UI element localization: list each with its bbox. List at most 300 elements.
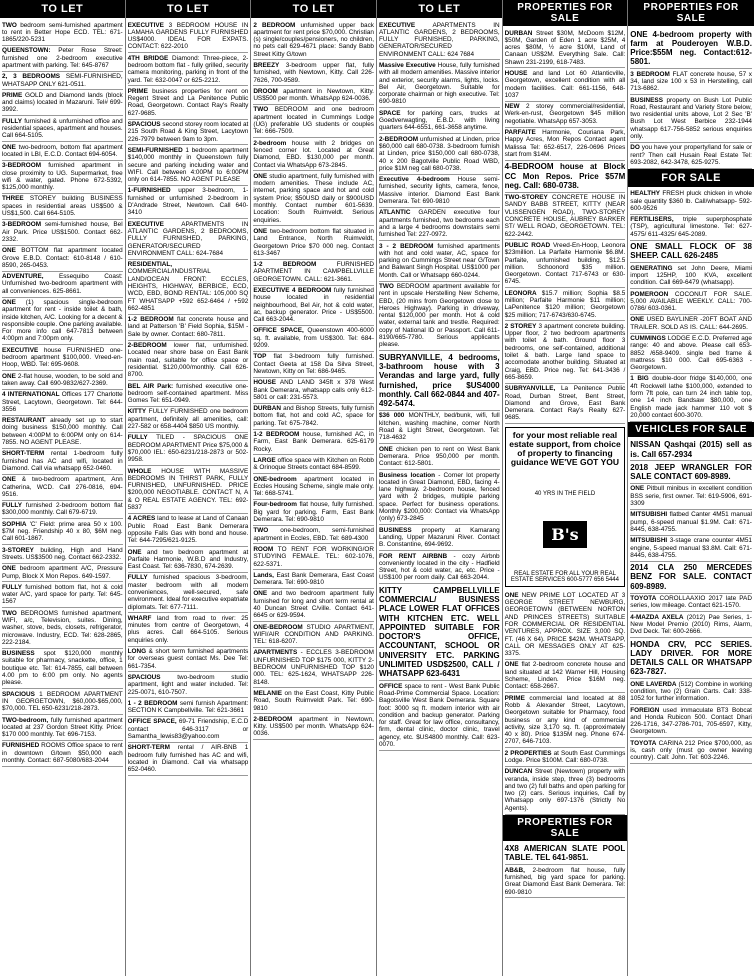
ad-text: 1 bedroom apartment $140,000 monthly in Queenstown fully secure and parking including water and WIFI. Call between 4:00PM to 6:00PM only on 614-7855. NO AGENT PLEASE [127,146,249,184]
classified-ad [630,215,752,241]
ad-lead: MITSUBISHI [630,511,668,519]
ad-text: and two bedroom apartment at Parfaite Harmonie, W.B.D and Industry, East Coast. Tel: 636-7830, 674-2639. [127,548,249,571]
ad-text: BEDROOM apartment available for rent in upscale Herstelling New Scheme, EBD, (20 mins from Georgetown close to Heroes Highway). Parking in driveway, rental $120,000 per month. Hot & cold water, external tank and trestle. Required: copy of National ID or Passport. Call 611-8190/665-7780. Serious applicants please. [378,283,500,349]
ad-lead: HOUSE [504,69,528,77]
classified-ad [2,220,123,246]
ad-lead: 2, 3 BEDROOMS [2,73,61,81]
ad-text: NEW PRIME LOT LOCATED AT 3 GEORGE STREET NEWBURG, GEORGETOWN (BETWEEN NORTON AND PRINCES STREETS) SUITABLE FOR COMMERCIAL OR RESIDENTIAL VENTURES, APPROX. SIZE 3,000 SQ. FT. (46 X 64). PRICE $42M. WHATSAPP, CALL OR MESSAGES ONLY AT 625-3375. [504,591,626,658]
ad-text: Peter Rose Street: furnished one 2-bedroom executive apartment with parking. Tel: 645-8767 [2,47,123,69]
ad-lead: BUSINESS [630,96,663,104]
ad-lead: NISSAN Qashqai (2015) sell as is. Call 657-2934 [630,440,752,459]
classified-ad [630,461,752,484]
ad-text: HOUSE WITH MASSIVE BEDROOMS IN THIRST PARK, FULLY FURNISHED, UNFURNISHED. PRICE $200,000 NEGOTIABLE. CONTACT N, A & O REAL ESTATE AGENCY. TEL: 692-5837 [127,467,249,512]
classified-ad [253,526,374,545]
ad-lead: 2-BEDROOM [378,135,419,143]
classified-ad [253,714,374,740]
classified-ad [253,570,374,589]
classified-ad [2,20,123,46]
ad-text: $15.7 million; Sophia $8.5 million; Parfaite Harmonie $11 million; LaPenitence $120 million; Georgetown $25 million; 717-6743/630-6745. [504,289,626,319]
ad-text: furnished & unfurnished office and residential spaces, apartment and houses. Call 664-5105. [2,117,123,140]
classified-ad [505,748,626,767]
ad-list [630,28,752,169]
ad-text: La Penitence Public Road, Durban Street, Bent Street, Diamond and Grove, East Bank Demerara. Contact Ray's Realty 627-9685. [504,385,626,422]
ad-lead: Massive Executive [378,61,436,69]
section-header: PROPERTIES FOR SALE [628,0,754,26]
classified-ad [379,60,500,108]
ad-text: land from road to river: 25 minutes from centre of Georgetown, 4 plus acres. Call 664-5105. Serious enquiries only. [127,614,249,644]
ad-lead: 4 ACRES [127,515,156,523]
ad-text: studio apartment, fully furnished with modern amenities. These include AC, internet, parking space and hot and cold system Price; $50USD daily or $900USD monthly. Contact number 601-5639. Location: South Ruimveldt. Serious enquiries. [253,172,374,224]
ad-lead: 3-BEDROOM [2,221,42,229]
ad-lead: ONE [2,247,16,255]
ad-lead: 1 - 2 BEDROOM [127,699,178,707]
classified-ad [505,384,626,424]
classified-ad [2,272,123,298]
classified-ad [128,743,249,776]
ad-list [505,843,626,899]
classified-ad [505,321,626,383]
ad-text: unfurnished at Linden, price $60,000 call 680-0738. 3-bedroom furnish at Linden, price $150,000 call 680-0738, 40 x 200 Bagotville Public Road WBD, price $1M neg call 680-0738. [378,135,500,172]
ad-lead: LONG [127,648,147,656]
ad-lead: ONE [2,372,16,380]
ad-lead: ONE [2,476,16,484]
classified-ad [630,638,752,679]
ad-text: on the East Coast, Kitty Public Road, South Ruimveldt Park. Tel: 690-9810 [253,689,374,712]
column-1 [0,0,126,976]
ad-lead: ONE [253,227,268,235]
ad-text: MONTHLY, bed/bunk, wifi, full kitchen, washing machine, corner North Road & Light Street, Georgetown. Tel: 718-4632 [378,412,500,442]
ad-text: house, furnished AC, in Farm, East Bank Demerara. 625-6179 Rocky. [253,431,374,453]
classified-ad [128,381,249,407]
classified-ad [505,660,626,693]
ad-text: bedroom semi-furnished apartment to rent in Better Hope ECD. TEL: 671-1865/220-5231 [2,21,123,44]
classified-ad [253,105,374,138]
classified-ad [630,189,752,215]
ad-lead: 4TH BRIDGE [127,54,169,62]
classified-ad [128,647,249,673]
classified-ad [379,241,500,281]
ad-lead: FULLY [127,574,148,582]
classified-ad [630,439,752,462]
ad-lead: MITSUBISHI [630,537,668,545]
ad-lead: ONE SMALL FLOCK OF 38 SHEEP. CALL 626-2485 [630,242,752,261]
ad-lead: ONE [630,316,645,324]
ad-text: building, High and Hand Streets. US$3500 neg. Contact 662-2332. [2,546,123,561]
ad-text: Queenstown 400-6000 sq. ft. available, from US$300. Tel: 684-9209. [253,327,374,350]
classified-ad [2,519,123,545]
classified-ad [630,334,752,374]
ad-lead: EXECUTIVE [127,21,164,29]
ad-text: furnished bottom flat, hot & cold water A/C, yard space for party. Tel: 645-1567 [2,583,123,606]
ad-lead: $36 000 [378,412,405,420]
classified-ad [253,171,374,226]
ad-text: two-bedroom studio apartment, light and water included. Tel: 225-0071, 610-7507. [127,673,249,696]
ad-text: House, fully furnished with all modern amenities. Massive interior and exterior, security alarms, lights, locks. Bel Air, Georgetown. Suitable for corporate chairman or high executive. Tel: 690-9810 [378,61,500,106]
ad-text: commercial land located at 88 Robb & Alexander Street, Lacytown, Georgetown suitable for Pharmacy, food business or any kind of commercial activity, size 3,170 sq. ft. (approximately 40 x 80). Price $135M neg. Phone 674-2707, 646-7103. [504,694,626,746]
ad-lead: THREE [2,195,24,203]
ad-text: apartment located in Eccles Housing Scheme, single male only. Tel: 668-5741. [253,475,374,498]
ad-text: East Bank Demerara, East Coast Demerara. Tel: 690-9810 [253,571,374,587]
classified-ad [253,326,374,352]
ad-lead: BUSINESS [378,526,412,534]
ad-lead: FOR RENT AIRBNB [378,552,448,560]
ad-text: and two bedroom apartment fully furnished for long and short term rental at 40 Duncan Street C/ville. Contact 641-6645 or 629-9594. [253,590,374,620]
ad-lead: TWO-STOREY [504,194,548,202]
ad-text: (2012) Pae Series, 1- New Model Premio (2010) Rims, Alarm, Dvd Deck. Tel: 600-2666. [630,613,752,636]
classified-ad [253,352,374,378]
classified-ad [128,145,249,185]
ad-list [2,20,123,767]
ad-text: 3-bedroom upper flat, fully furnished, with Newtown, Kitty. Call 226-7626, 700-9589. [253,61,374,84]
ad-lead: TOP [253,353,267,361]
ad-lead: POMEROON [630,290,669,298]
classified-ad [2,501,123,520]
column-5 [503,0,629,976]
ad-lead: 3-BEDROOM [2,162,42,170]
classified-ad [630,95,752,143]
ad-lead: TWO [253,527,269,535]
classified-ad [630,315,752,334]
ad-text: and Bishop Streets, fully furnish bottom flat, hot and cold AC, space for parking. Tel: 675-7842. [253,405,374,427]
ad-text: APARTMENTS IN ATLANTIC GARDENS, 2 BEDROOMS, FULLY FURNISHED, PARKING, GENERATOR/SECURED ENVIRONMENT CALL: 624-7684 [127,220,249,257]
ad-text: 2-bedroom flat house, fully furnished, big yard space for parking. Great Diamond East Bank Demerara. Tel: 690-9810 [504,866,626,896]
ad-text: COROLLAAXIO 2017 late PAD series, low mileage. Contact 621-1570. [630,595,752,610]
ad-lead: WHOLE [127,467,152,475]
ad-lead: TWO [2,609,17,617]
ad-text: Harmonie, Couriana Park, Happy Acres, Mon Repos Contact agent Malissa Tel: 652-6517, 226-0696 Prices start from $14M. [504,129,626,158]
ad-lead: FERTILISERS, [630,216,674,224]
classified-ad [128,407,249,433]
ad-text: two-bedroom, bottom flat apartment located in LBI, E.C.D. Contact 694-6054. [2,143,123,158]
classified-ad [505,843,626,866]
ad-lead: TWO-bedroom, [2,716,49,724]
classified-ad [253,138,374,171]
ad-lead: DURBAN [253,405,282,413]
classified-ad [2,345,123,371]
ad-lead: Four-bedroom [253,501,297,509]
ad-text: 3-stage crane counter 4M51 engine, 5-speed manual $3.8M. Call: 671-8445, 638-4755. [630,537,752,559]
classified-ad [128,315,249,341]
ad-lead: QUEENSTOWN: [2,47,51,55]
section-header: TO LET [377,0,502,18]
ad-text: unfurnished upper back apartment for rent price $70,000. Christian (s) single/couples/pensioners, no children, no pets call 629-4671 place: Sandy Babb Street Kitty G/town [253,21,374,58]
ad-lead: EXECUTIVE [378,21,416,29]
ad-text: already set up to start doing business $150,000 monthly. Call between 4:00PM to 6:00PM only on 614-7855. NO AGENT PLEASE. [2,417,123,447]
banner-middle-text: 40 YRS IN THE FIELD [534,490,596,497]
classified-ad [253,286,374,326]
ad-text: flat 3-bedroom fully furnished. Contact Geeta at 158 Da Silva Street, Newtown, Kitty on Tel: 686-9465. [253,353,374,375]
classified-ad [505,193,626,241]
classified-ad [505,288,626,321]
ad-text: Offices 177 Charlotte Street, Lacytown, Georgetown. Tel: 644-3556 [2,391,123,413]
ad-text: flat 2-bedroom concrete house and land situated at 142 Warner Hill, Housing Scheme, Linden. Price $16M neg. Contact: 658-2667. [504,661,626,691]
ad-text: House semi-furnished, security lights, camera, fence, Massive interior. Diamond East Bank Demerara. Tel: 690-9810 [378,176,500,206]
ad-text: BEDROOM and one bedroom apartment located in Cummings Lodge (UG) preferable UG students or couples Tel: 666-7509. [253,106,374,136]
ad-lead: LARGE [253,456,276,464]
ad-text: AND LAND 345ft x 378 West Bank Demerara, whatsapp calls only 612-5801 or call: 231-5573. [253,379,374,401]
ad-lead: 1-FURNISHED [127,187,171,195]
section-header: PROPERTIES FOR SALE [503,815,628,841]
classified-ad [128,120,249,146]
classified-ad [505,128,626,161]
ad-list [630,189,752,422]
classified-ad [253,260,374,286]
ad-text: & short term furnished apartments for overseas guest contact Ms. Dee Tel: 661-7354. [127,648,249,670]
ad-text: you have your property/land for sale or rent? Then call Husain Real Estate Tel: 693-2082, 642-3478, 625-9275. [630,144,752,166]
ad-text: apartment in Newtown, Kitty. US$500 per month. WhatsApp 624-0036. [253,715,374,738]
classified-ad [2,649,123,689]
ad-text: CONCRETE HOUSE IN SANDY BABB STREET, KITTY (NEAR VLISSENGEN ROAD), TWO-STOREY CONCRETE HOUSE, AUBREY BARKER ST/ WELL ROAD, GEORGETOWN. TEL: 622-2442. [504,194,626,238]
ad-text: Vreed-En-Hoop, Leonora $23million. La Parfaite Harmonie $6.8M. Parfaite, unfurnished building, $12.5 million. Schoonord $35 million. Georgetown. Contact 717-6743 or 630-6745. [504,241,626,286]
ad-lead: HONDA CRV, PCC SERIES. LADY DRIVER. FOR MORE DETAILS CALL OR WHATSAPP 623-7827. [630,639,752,677]
ad-text: two-bedroom bottom flat situated in Land Entrance, North Ruimveldt, Georgetown Price $70 000 neg. Contact 613-3467 [253,227,374,257]
classified-ad [2,246,123,272]
ad-text: Street (Newtown) property with veranda, inside step, three (3) bedrooms and two (2) full baths and open parking for two (2) cars. Serious inquiries, Call by Whatsapp only 697-1376 (Strictly No Agents). [504,768,626,812]
classified-ad [630,612,752,638]
ad-lead: FOREIGN [630,706,660,714]
ad-text: property on Bush Lot Public Road, Restaurant and Variety Store below, two residential units above, Lot 2 Sec 'B' Bush Lot West Berbice 232-1944 whatsapp 617-756-5852 serious enquiries only. [630,96,752,141]
classified-ad [630,738,752,764]
ad-lead: 2 BEDROOM [253,21,296,29]
ad-text: GARDEN executive four apartments furnished, two bedrooms each and a large 4 bedrooms downstairs semi furnished Tel: 227-0972. [378,209,500,239]
ad-lead: 2-BEDROOM [127,342,167,350]
ad-lead: 2014 CLA 250 MERCEDES BENZ FOR SALE. CONTACT 609-8989. [630,563,752,591]
ad-text: GOLD and Diamond lands (block and claims) located in Mazaruni. Tel# 699-3992. [2,91,123,114]
classified-ad [505,28,626,68]
classified-ad [2,416,123,449]
classified-ad [2,161,123,194]
classified-ad [128,613,249,646]
classified-ad [2,475,123,501]
classified-ad [128,717,249,743]
column-3 [251,0,377,976]
ad-text: flat concrete house and land at Patterson 'B' Field Sophia, $15M - Sale by owner. Contact: 680-7811. [127,316,249,338]
ad-lead: TWO [253,106,269,114]
ad-text: (1) spacious single-bedroom apartment for rent - inside toilet & bath, inside kitchen, A/C. Looking for a decent & responsible couple. One parking available. For more info call 647-7813 between 4:00pm and 7:00pm only. [2,299,123,343]
ad-text: 1 BEDROOM APARTMENT IN GEORGETOWN, $60,000-$65,000, $70,000. TEL 650-6231/218-2873. [2,690,123,713]
ad-lead: ONE [504,591,519,599]
classified-ad [253,404,374,430]
ad-list [379,20,500,751]
ad-lead: ONE-BEDROOM [253,623,303,631]
ad-lead: SEMI-FURNISHED [127,146,183,154]
ad-lead: FURNISHED [2,742,40,750]
ad-list [253,20,374,740]
ad-text: TO RENT FOR WORKING/OR STUDYING FEMALE. TEL: 602-1076, 622-5371. [253,545,374,568]
ad-text: furnished spacious 3-bedroom, master bedroom with all modern conveniences, well-secured, safe environment. Ideal for executive expatriate diplomats. Tel: 677-7111. [127,574,249,611]
section-header: FOR SALE [628,169,754,187]
ad-text: rental 1-bedroom fully furnished has AC and wifi, located in Diamond. Call via whatsapp 652-0460. [2,450,123,472]
ad-lead: 3 BEDROOM [630,70,670,78]
classified-ad [2,72,123,91]
ad-lead: RESIDENTIAL, [127,261,173,269]
ad-lead: DO [630,144,640,152]
ad-lead: TWO [2,21,17,29]
banner-top-text: for your most reliable real estate support, from choice of property to financing guidance WE'VE GOT YOU [509,430,621,468]
classified-ad [128,698,249,717]
ad-lead: 3 - 2 BEDROOM [378,242,434,250]
classified-ad [379,20,500,60]
classified-ad [2,90,123,116]
ad-lead: LEONORA [504,289,537,297]
ad-text: double-door fridge $140,000, one 4ft Rockwell lathe $100,000, extended to form 7ft pole, can turn 24 inch table top, one 14 inch Bandsaw $80,000, one English made jack hammer 110 volt $ 20,000 contact 600-3070. [630,375,752,419]
classified-ad [379,134,500,174]
ad-lead: FULLY [2,583,23,591]
classified-ad [253,226,374,259]
ad-lead: BUSINESS [2,650,35,658]
ad-text: triple superphosphate (TSP), agricultural limestone. Tel: 627-4575/ 611-4325/ 645-2089. [630,216,752,238]
ad-text: USED BAYLINER -20FT BOAT AND TRAILER. SOLD AS IS. CALL: 644-2695. [630,316,752,331]
ad-text: BOTTOM flat apartment located Grove E.B.D. Contact: 610-8148 / 610-8590, 265-0453. [2,247,123,269]
classified-ad [253,20,374,60]
ad-lead: PRIME [2,91,23,99]
classified-ad [253,378,374,404]
ad-text: upper 3-bedroom, 1-furnished or unfurnished 2-bedroom in D'Andrade Street, Newtown. Call 640-3410 [127,187,249,217]
ad-list [505,28,626,424]
ad-lead: SHORT-TERM [127,744,170,752]
ad-lead: 2 STOREY [504,322,537,330]
ad-text: STOREY building BUSINESS spaces in residential areas US$500 & US$1,500. Call 664-5105. [2,195,123,218]
ad-text: second storey room located at 215 South Road & King Street, Lacytown 226-7979 between 9am to 3pm. [127,121,249,143]
ad-text: 2 storey commercial/residential, Werk-en-rust, Georgetown $45 million negotiable. WhatsApp 657-3053. [504,103,626,125]
classified-ad [505,865,626,898]
ad-lead: 2018 JEEP WRANGLER FOR SALE CONTACT 609-8989. [630,462,752,482]
ad-text: house FURNISHED one-bedroom apartment $100,000. Vreed-en-Hoop, WBD. Tel: 695-9608. [2,346,123,369]
ad-text: chicken pen to rent on West Bank Demerara. Price 950,000 per month. Contact: 612-5801. [378,445,500,468]
ad-lead: 1-2 BEDROOM [127,316,174,324]
classified-ad [379,525,500,551]
ad-lead: 2 PROPERTIES [504,749,552,757]
ad-lead: ONE [630,485,645,493]
classified-ad [379,411,500,444]
classified-ad [2,46,123,72]
ad-text: Street $30M, McDoom $12M, $50M, Garden of Eden 1 acre $25M, 4 acres $80M, ½ acre $10M, Land of Canaan US$2M. Everything Sale. Call: Shawn 231-2199, 618-7483. [504,29,626,66]
ad-lead: KITTY [127,408,147,416]
classified-ad [505,767,626,815]
ad-lead: MELANIE [253,689,283,697]
ad-lead: 4-MAZDA AXELA [630,613,684,621]
ad-text: for parking cars, trucks at Goedverwagting, E.B.D. with living quarters 644-6551, 661-3658 anytime. [378,109,500,132]
ad-text: BEDROOMS furnished apartment, WIFI, a/c, Television, suites. Dining, washer, stove, beds, closets, refrigerator, microwave. Industry, ECD. Tel: 628-2865, 222-2184. [2,609,123,646]
ad-lead: PARFAITE [504,129,536,137]
classified-ad [253,86,374,105]
ad-text: 3 apartment concrete building. Upper floor, 2 two bedroom apartments with toilet & bath. Ground floor 3 bedrooms, one self-contained, additional toilet & bath. Large land space to accomodate another building. Situated at Craig, EBD. Price neg. Tel: 641-3436 / 665-8659. [504,322,626,381]
ad-lead: ONE [127,548,142,556]
ad-lead: PRIME [504,694,525,702]
ad-lead: SPACE [378,109,401,117]
classified-ad [630,241,752,264]
classified-ad [505,68,626,101]
section-header: PROPERTIES FOR SALE [503,0,628,26]
ad-lead: ONE [504,661,519,669]
ad-text: furnished apartment in close proximity to UG. Supermarket, free wifi & water, gated. Phone 672-5392, $125,000 monthly. [2,162,123,192]
ad-lead: HOUSE [253,379,277,387]
classified-ad [128,86,249,119]
classified-ad [505,161,626,193]
ad-lead: Lands, [253,571,274,579]
classified-ad [630,143,752,169]
ad-lead: ONE-bedroom [253,475,297,483]
ad-lead: ONE LAVERDA [630,680,677,688]
ad-text: and land Lot 60 Atlanticville, Georgetown, excellent condition with all modern facilities. Call: 661-1156, 648-1037 [504,69,626,99]
section-header: TO LET [126,0,251,18]
ad-text: used immaculate BT3 Bobcat and Honda Rubicon 500. Contact Dhari 226-1716, 347-2786-701, 705-6597, Kitty, Georgetown. [630,706,752,736]
classified-ad [379,584,500,681]
ad-text: FURNISHED APARTMENT IN CAMPBELLVILLE GEORGETOWN. CALL: 621-3661. [253,261,374,283]
ad-list [128,20,249,776]
ad-text: - cozy Airbnb conveniently located in the city - Hadfield Street, hot & cold water, ac, etc. Price - US$100 per room daily. Call 663-2044. [378,552,500,582]
classified-ad [253,60,374,86]
ad-lead: FULLY [2,502,23,510]
classified-ad [630,484,752,510]
ad-text: SEMI-FURNISHED, WHATSAPP ONLY 621-0511. [2,73,123,88]
real-estate-banner-ad [505,427,626,587]
classified-ad [505,590,626,660]
ad-lead: DURBAN [504,29,533,37]
classified-ad [379,444,500,470]
ad-lead: 3-STOREY [2,546,34,554]
ad-text: (512) Combine in working condition, two (2) Grain Carts. Call: 338-1052 for further information. [630,680,752,703]
classified-ad [128,514,249,547]
classified-ad [253,544,374,570]
ad-lead: Business location [378,471,436,479]
ad-text: 69-71 Friendship, E.C.D contact 646-3117 or Samantha_lewis83@yahoo.com [127,718,249,741]
ad-lead: NEW [504,103,520,111]
ad-text: rental / AIR-BNB 1 bedroom fully furnished has AC and wifi, located in Diamond. Call via whatsapp 652-0460. [127,744,249,774]
classified-ad [128,433,249,466]
classified-ad [2,449,123,475]
ad-lead: RESTAURANT [2,417,46,425]
ad-lead: ONE [378,445,393,453]
classified-ad [2,116,123,142]
ad-lead: SPACIOUS [2,690,35,698]
ad-lead: OFFICE [378,682,403,690]
ad-lead: EXECUTIVE [2,346,39,354]
ad-lead: ATLANTIC [378,209,411,217]
classified-ad [253,688,374,714]
column-6 [628,0,754,976]
ad-text: apartment in Newtown, Kitty. US$500 per month. WhatsApp 624-0036. [253,87,374,103]
ad-text: office space with Kitchen on Robb & Orinoque Streets contact 684-8599. [253,456,374,472]
classified-ad [630,69,752,95]
ad-lead: BREEZY [253,61,280,69]
classified-ad [2,371,123,390]
ad-lead: ONE [253,172,268,180]
classified-ad [2,741,123,767]
ad-text: bedroom apartment A/C, Pressure Pump, Block X Mon Repos. 649-1597. [2,565,123,580]
ad-lead: HEALTHY [630,190,660,198]
classified-ad [2,545,123,564]
classified-ad [379,175,500,208]
ad-text: business properties for rent on Regent Street and La Penitence Public Road, Georgetown. Contact Ray's Realty 627-9685. [127,87,249,117]
classified-ad [128,53,249,86]
ad-lead: BEL AIR Park: [127,382,174,390]
ad-text: semi-furnished house, Bel Air Park. Price US$1500. Contact 662-2332. [2,221,123,243]
ad-lead: 1-2 BEDROOM [253,431,300,439]
ad-text: - Corner lot property located in Great Diamond, EBD, facing 4-lane highway. 2-bedroom house, fenced yard with 2 bridges, multiple parking space. Perfect for business operations. Monthly $200,000: Contact via WhatsApp (only) 673-2845 [378,471,500,523]
classified-ad [128,341,249,381]
classified-ad [505,102,626,128]
ad-text: FULLY FURNISHED one bedroom apartment, definitely all amenities, call: 227-582 or 658-4404 $850 US monthly. [127,408,249,431]
ad-lead: PUBLIC ROAD [504,241,551,249]
ad-lead: 2-BEDROOM [253,715,293,723]
ad-lead: 2-bedroom [253,139,287,147]
ad-lead: 4X8 AMERICAN SLATE POOL TABLE. TEL 641-9851. [504,844,626,863]
classified-ad [2,194,123,220]
classified-ad [253,430,374,456]
classified-ad [630,536,752,562]
ad-lead: CUMMINGS [630,335,666,342]
